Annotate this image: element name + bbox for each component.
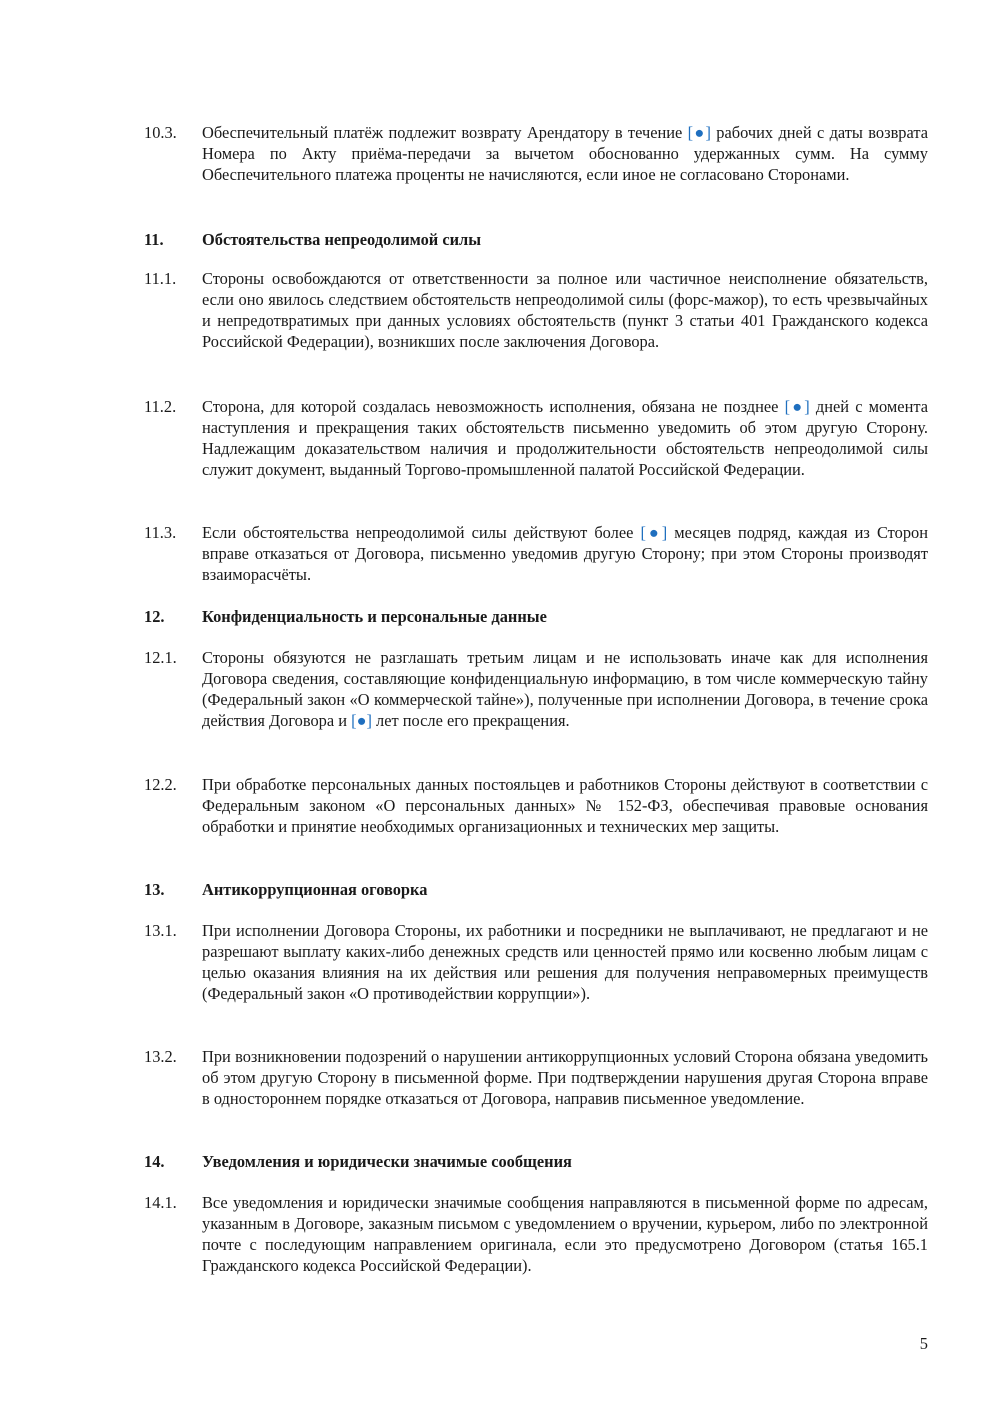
clause-11-3	[144, 522, 928, 585]
placeholder-marker: [●]	[351, 711, 372, 730]
section-title: Конфиденциальность и персональные данные	[202, 607, 547, 626]
clause-12-1	[144, 647, 928, 731]
page-number: 5	[919, 1334, 928, 1353]
section-heading-11	[144, 229, 928, 250]
clause-10-3	[144, 122, 928, 185]
clause-14-1	[144, 1192, 928, 1276]
clause-number: 11.1.	[144, 269, 177, 288]
clause-number: 11.3.	[144, 523, 177, 542]
clause-text: Сторона, для которой создалась невозможность исполнения, обязана не позднее [●] дней с момента наступления и прекращения таких обстоятельств письменно уведомить об этом другую Сторону. Надлежащим доказательством наличия и продолжительности обстоятельств непреодолимой силы служит документ, выданный Торгово-промышленной палатой Российской Федерации.	[202, 397, 928, 479]
section-heading-14	[144, 1151, 928, 1172]
clause-12-2	[144, 774, 928, 837]
clause-text: При обработке персональных данных постояльцев и работников Стороны действуют в соответствии с Федеральным законом «О персональных данных» № 152-ФЗ, обеспечивая правовые основания обработки и принятие необходимых организационных и технических мер защиты.	[202, 775, 928, 836]
section-heading-13	[144, 879, 928, 900]
clause-number: 13.1.	[144, 921, 177, 940]
section-number: 11.	[144, 230, 164, 249]
clause-11-2	[144, 396, 928, 480]
section-heading-12	[144, 606, 928, 627]
placeholder-marker: [●]	[784, 397, 810, 416]
clause-text: При возникновении подозрений о нарушении антикоррупционных условий Сторона обязана уведомить об этом другую Сторону в письменной форме. При подтверждении нарушения другая Сторона вправе в одностороннем порядке отказаться от Договора, направив письменное уведомление.	[202, 1047, 928, 1108]
clause-text: При исполнении Договора Стороны, их работники и посредники не выплачивают, не предлагают и не разрешают выплату каких-либо денежных средств или ценностей прямо или косвенно любым лицам с целью оказания влияния на их действия или решения для получения неправомерных преимуществ (Федеральный закон «О противодействии коррупции»).	[202, 921, 928, 1003]
clause-text: Обеспечительный платёж подлежит возврату Арендатору в течение [●] рабочих дней с даты возврата Номера по Акту приёма-передачи за вычетом обоснованно удержанных сумм. На сумму Обеспечительного платежа проценты не начисляются, если иное не согласовано Сторонами.	[202, 123, 928, 184]
section-title: Антикоррупционная оговорка	[202, 880, 428, 899]
clause-number: 10.3.	[144, 123, 177, 142]
placeholder-marker: [●]	[687, 123, 711, 142]
clause-number: 13.2.	[144, 1047, 177, 1066]
clause-13-2	[144, 1046, 928, 1109]
clause-text: Все уведомления и юридически значимые сообщения направляются в письменной форме по адресам, указанным в Договоре, заказным письмом с уведомлением о вручении, курьером, либо по электронной почте с последующим направлением оригинала, если это предусмотрено Договором (статья 165.1 Гражданского кодекса Российской Федерации).	[202, 1193, 928, 1275]
clause-number: 12.2.	[144, 775, 177, 794]
section-number: 13.	[144, 880, 165, 899]
clause-text: Если обстоятельства непреодолимой силы действуют более [●] месяцев подряд, каждая из Сторон вправе отказаться от Договора, письменно уведомив другую Сторону; при этом Стороны производят взаиморасчёты.	[202, 523, 928, 584]
clause-number: 12.1.	[144, 648, 177, 667]
clause-11-1	[144, 268, 928, 352]
section-title: Уведомления и юридически значимые сообщения	[202, 1152, 572, 1171]
clause-text: Стороны обязуются не разглашать третьим лицам и не использовать иначе как для исполнения Договора сведения, составляющие конфиденциальную информацию, в том числе коммерческую тайну (Федеральный закон «О коммерческой тайне»), полученные при исполнении Договора, в течение срока действия Договора и [●] лет после его прекращения.	[202, 648, 928, 730]
clause-number: 11.2.	[144, 397, 177, 416]
section-number: 14.	[144, 1152, 165, 1171]
clause-13-1	[144, 920, 928, 1004]
clause-number: 14.1.	[144, 1193, 177, 1212]
section-number: 12.	[144, 607, 165, 626]
clause-text: Стороны освобождаются от ответственности за полное или частичное неисполнение обязательств, если оно явилось следствием обстоятельств непреодолимой силы (форс-мажор), то есть чрезвычайных и непредотвратимых при данных условиях обстоятельств (пункт 3 статьи 401 Гражданского кодекса Российской Федерации), возникших после заключения Договора.	[202, 269, 928, 351]
section-title: Обстоятельства непреодолимой силы	[202, 230, 482, 249]
placeholder-marker: [●]	[640, 523, 668, 542]
